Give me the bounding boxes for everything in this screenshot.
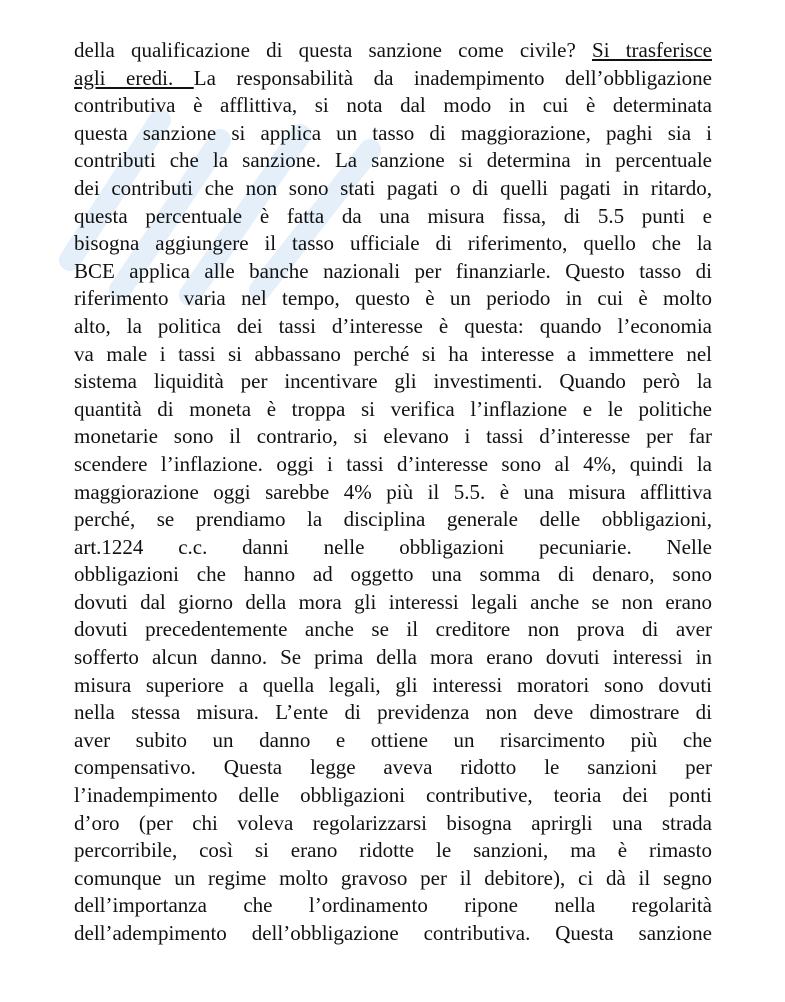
text-line <box>74 561 712 589</box>
text-line <box>74 534 712 562</box>
text-run: questa sanzione si applica un tasso di maggiorazione, paghi sia i <box>74 120 712 145</box>
text-run: comunque un regime molto gravoso per il debitore), ci dà il segno <box>74 865 712 890</box>
text-line <box>74 120 712 148</box>
text-run: obbligazioni che hanno ad oggetto una somma di denaro, sono <box>74 562 712 587</box>
text-line <box>74 865 712 893</box>
underlined-text: Si trasferisce <box>592 38 713 62</box>
text-line <box>74 754 712 782</box>
text-run: perché, se prendiamo la disciplina generale delle obbligazioni, <box>74 507 712 532</box>
text-line <box>74 423 712 451</box>
text-run: dei contributi che non sono stati pagati o di quelli pagati in ritardo, <box>74 175 712 200</box>
text-run: percorribile, così si erano ridotte le sanzioni, ma è rimasto <box>74 838 712 863</box>
text-line <box>74 37 712 65</box>
text-run: monetarie sono il contrario, si elevano i tassi d’interesse per far <box>74 424 712 449</box>
text-run: dovuti dal giorno della mora gli interessi legali anche se non erano <box>74 589 712 614</box>
text-line <box>74 65 712 93</box>
text-run: bisogna aggiungere il tasso ufficiale di riferimento, quello che la <box>74 231 712 256</box>
text-line <box>74 368 712 396</box>
text-line <box>74 616 712 644</box>
text-line <box>74 285 712 313</box>
text-run: misura superiore a quella legali, gli interessi moratori sono dovuti <box>74 672 712 697</box>
text-run: d’oro (per chi voleva regolarizzarsi bisogna aprirgli una strada <box>74 810 712 835</box>
text-line <box>74 727 712 755</box>
text-run: scendere l’inflazione. oggi i tassi d’interesse sono al 4%, quindi la <box>74 451 712 476</box>
text-line <box>74 258 712 286</box>
document-body-text <box>74 37 712 948</box>
text-run: nella stessa misura. L’ente di previdenza non deve dimostrare di <box>74 700 712 725</box>
text-line <box>74 203 712 231</box>
text-run: compensativo. Questa legge aveva ridotto le sanzioni per <box>74 755 712 780</box>
text-line <box>74 230 712 258</box>
text-line <box>74 147 712 175</box>
text-line <box>74 644 712 672</box>
text-line <box>74 396 712 424</box>
text-run: dovuti precedentemente anche se il creditore non prova di aver <box>74 617 712 642</box>
text-run: sistema liquidità per incentivare gli investimenti. Quando però la <box>74 369 712 394</box>
text-run: della qualificazione di questa sanzione come civile? <box>74 38 593 62</box>
underlined-text: agli eredi. <box>74 65 194 90</box>
text-line <box>74 92 712 120</box>
text-line <box>74 837 712 865</box>
text-run: dell’adempimento dell’obbligazione contributiva. Questa sanzione <box>74 921 712 945</box>
text-run: contributi che la sanzione. La sanzione si determina in percentuale <box>74 148 712 173</box>
text-line <box>74 479 712 507</box>
text-run: maggiorazione oggi sarebbe 4% più il 5.5. è una misura afflittiva <box>74 479 712 504</box>
text-line <box>74 699 712 727</box>
text-line <box>74 451 712 479</box>
text-run: quantità di moneta è troppa si verifica l’inflazione e le politiche <box>74 396 712 421</box>
text-line <box>74 892 712 920</box>
text-run: BCE applica alle banche nazionali per finanziarle. Questo tasso di <box>74 258 712 283</box>
text-run: La responsabilità da inadempimento dell’obbligazione <box>193 65 712 90</box>
text-run: alto, la politica dei tassi d’interesse è questa: quando l’economia <box>74 313 712 338</box>
text-line <box>74 672 712 700</box>
text-line <box>74 341 712 369</box>
text-run: art.1224 c.c. danni nelle obbligazioni pecuniarie. Nelle <box>74 534 712 559</box>
text-run: riferimento varia nel tempo, questo è un periodo in cui è molto <box>74 286 712 311</box>
text-run: l’inadempimento delle obbligazioni contributive, teoria dei ponti <box>74 783 712 808</box>
text-line <box>74 810 712 838</box>
text-line <box>74 589 712 617</box>
text-run: va male i tassi si abbassano perché si ha interesse a immettere nel <box>74 341 712 366</box>
text-run: aver subito un danno e ottiene un risarcimento più che <box>74 727 712 752</box>
text-run: questa percentuale è fatta da una misura fissa, di 5.5 punti e <box>74 203 712 228</box>
text-run: sofferto alcun danno. Se prima della mora erano dovuti interessi in <box>74 645 712 670</box>
text-run: dell’importanza che l’ordinamento ripone nella regolarità <box>74 893 712 918</box>
text-line <box>74 506 712 534</box>
text-line <box>74 175 712 203</box>
text-line <box>74 782 712 810</box>
text-line <box>74 920 712 948</box>
text-line <box>74 313 712 341</box>
text-run: contributiva è afflittiva, si nota dal modo in cui è determinata <box>74 93 712 118</box>
